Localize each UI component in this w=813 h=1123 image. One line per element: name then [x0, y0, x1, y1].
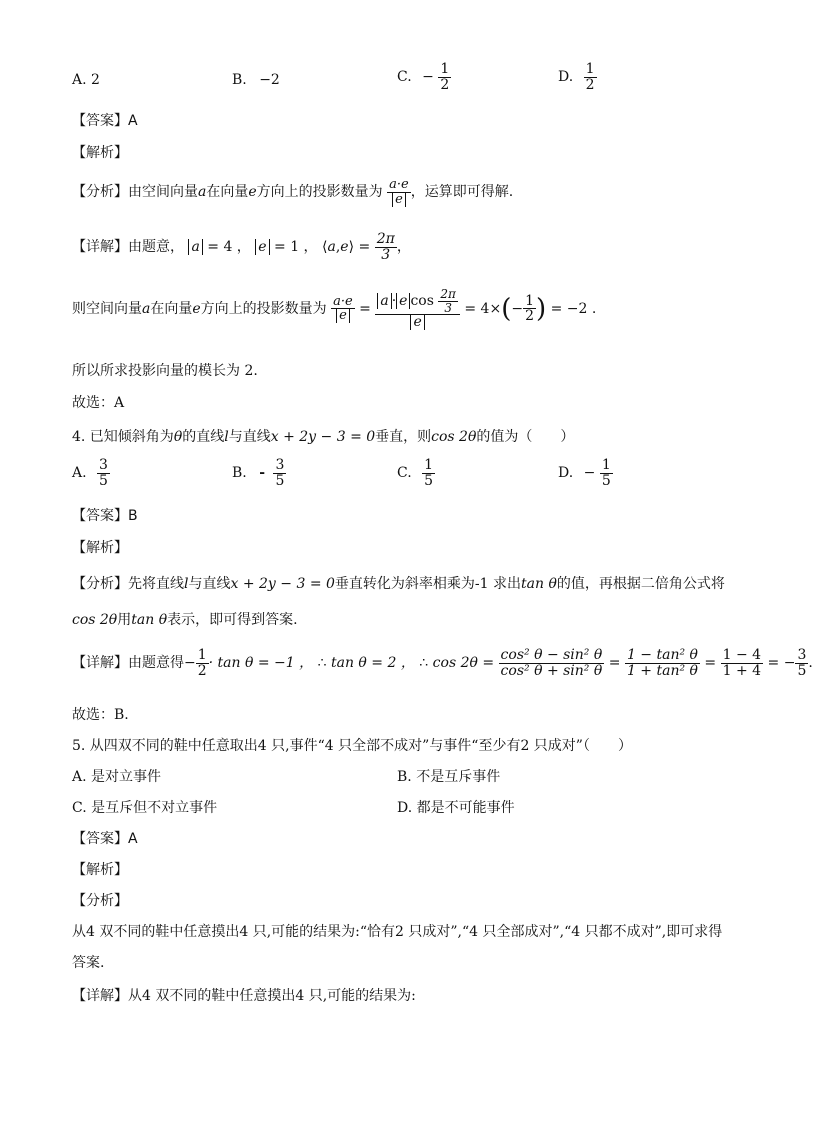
q3-projection-formula: $\frac{a\cdot e}{e}$: [389, 177, 409, 207]
q3-choose: 故选：A: [72, 395, 125, 411]
q3-result-value: = −2 .: [550, 300, 597, 317]
q3-modulus-line: 所以所求投影向量的模长为 2.: [72, 363, 258, 379]
q3-proj-text-1: 则空间向量: [72, 300, 142, 317]
angle-value-fraction: $\frac{2\pi}{3}$: [376, 231, 395, 263]
q5-option-a: A. 是对立事件: [72, 769, 162, 785]
q4-option-a: A. $\frac{3}{5}$: [72, 457, 108, 489]
q5-fenxi-heading: 【分析】: [72, 893, 128, 909]
q3-option-d-fraction: $\frac{1}{2}$: [585, 61, 595, 93]
q4-stem: 4. 已知倾斜角为θ的直线l与直线x + 2y − 3 = 0垂直，则cos 2θ的值为（ ）: [72, 429, 575, 445]
q4-analysis-line-1: 【分析】先将直线l与直线x + 2y − 3 = 0垂直转化为斜率相乘为-1 求出tan θ的值，再根据二倍角公式将: [72, 576, 725, 592]
q5-option-d: D. 都是不可能事件: [397, 800, 515, 816]
q4-detail-line: 【详解】由题意得− $\frac{1}{2}$ · tan θ = −1 ， ∴ tan θ = 2 ， ∴ cos 2θ = $\frac{\text{cos² θ − sin² θ}}{\text{cos² θ + sin² θ}}$ = $\frac{\text{1 − tan² θ}}{\text{1 + tan² θ}}$ = $\frac{1 - 4}{1 + 4}$ = − $\frac{3}{5}$ .: [72, 647, 813, 679]
q3-proj-text-3: 方向上的投影数量为: [200, 300, 327, 317]
q3-projection-line: 则空间向量a在向量e方向上的投影数量为 $\frac{a\cdot e}{e}$ = a · e cos $\frac{2\pi}{3}$ e = 4×(− $\frac{1}{2}$ ) = −2 .: [72, 287, 597, 331]
q3-option-d-label: D.: [558, 69, 574, 86]
modulus-a-value: = 4: [207, 239, 233, 256]
q3-option-b-label: B.: [232, 72, 247, 88]
q3-analysis-text-3: 方向上的投影数量为: [256, 184, 383, 201]
angle-equals: =: [358, 239, 371, 256]
angle-bracket: ⟨a,e⟩: [322, 239, 355, 256]
q3-analysis-line: [72, 178, 513, 206]
q3-option-c-label: C.: [397, 69, 412, 86]
q4-option-c: C. $\frac{1}{5}$: [397, 457, 434, 489]
modulus-a: a: [188, 239, 202, 255]
modulus-e-value: = 1: [274, 239, 300, 256]
q5-answer: 【答案】A: [72, 831, 138, 847]
vector-a: a: [198, 184, 207, 201]
q5-detail-line: 【详解】从4 双不同的鞋中任意摸出4 只,可能的结果为:: [72, 988, 416, 1004]
q4-answer: 【答案】B: [72, 508, 138, 524]
q3-option-b-value: −2: [259, 72, 280, 88]
q4-choose: 故选：B.: [72, 707, 129, 723]
q5-stem: 5. 从四双不同的鞋中任意取出4 只,事件“4 只全部不成对”与事件“至少有2 只成对”（ ）: [72, 738, 632, 754]
q4-frac-2: $\frac{\text{1 − tan² θ}}{\text{1 + tan² θ}}$: [626, 647, 698, 679]
q4-option-d: D. − $\frac{1}{5}$: [558, 457, 611, 489]
q4-frac-3: $\frac{1 - 4}{1 + 4}$: [722, 647, 762, 679]
q3-proj-frac-2: a · e cos $\frac{2\pi}{3}$ e: [375, 288, 460, 330]
q4-option-b: B. - $\frac{3}{5}$: [232, 457, 285, 489]
q3-proj-text-2: 在向量: [150, 300, 193, 317]
q4-analysis-line-2: cos 2θ用tan θ表示，即可得到答案.: [72, 612, 298, 628]
q3-result-prefix: = 4×: [464, 300, 502, 317]
q5-analysis-heading: 【解析】: [72, 862, 128, 878]
q3-option-b: [232, 72, 280, 88]
q3-result-fraction: $\frac{1}{2}$: [525, 292, 535, 325]
q3-answer: 【答案】A: [72, 113, 138, 129]
q3-analysis-text-2: 在向量: [206, 184, 249, 201]
q3-detail-line: 【详解】由题意， a = 4 ， e = 1 ， ⟨a,e⟩ = $\frac{2\pi}{3}$ ，: [72, 231, 411, 263]
q3-option-c-fraction: $\frac{1}{2}$: [440, 61, 450, 93]
q3-analysis-tag: 【分析】: [72, 184, 128, 201]
q5-fenxi-line-1: 从4 双不同的鞋中任意摸出4 只,可能的结果为:“恰有2 只成对”,“4 只全部成对”,“4 只都不成对”,即可求得: [72, 924, 723, 940]
line-equation: x + 2y − 3 = 0: [270, 429, 376, 445]
q3-analysis-text-1: 由空间向量: [128, 184, 198, 201]
q5-fenxi-line-2: 答案.: [72, 955, 105, 971]
q4-analysis-heading: 【解析】: [72, 540, 128, 556]
q5-option-c: C. 是互斥但不对立事件: [72, 800, 218, 816]
q4-frac-1: $\frac{\text{cos² θ − sin² θ}}{\text{cos² θ + sin² θ}}$: [500, 647, 603, 679]
q3-option-d: [558, 62, 597, 92]
q3-option-c-minus: −: [422, 69, 434, 86]
q3-analysis-heading: 【解析】: [72, 145, 128, 161]
q3-option-c: [397, 62, 451, 92]
q3-detail-tag: 【详解】: [72, 239, 128, 256]
q3-detail-text: 由题意，: [128, 239, 184, 256]
modulus-e: e: [255, 239, 269, 255]
q3-proj-frac-1: $\frac{a\cdot e}{e}$: [333, 293, 353, 324]
q3-option-a: A. 2: [72, 72, 100, 88]
q3-analysis-text-4: ，运算即可得解.: [410, 184, 514, 201]
q5-option-b: B. 不是互斥事件: [397, 769, 501, 785]
vector-e: e: [248, 184, 257, 201]
